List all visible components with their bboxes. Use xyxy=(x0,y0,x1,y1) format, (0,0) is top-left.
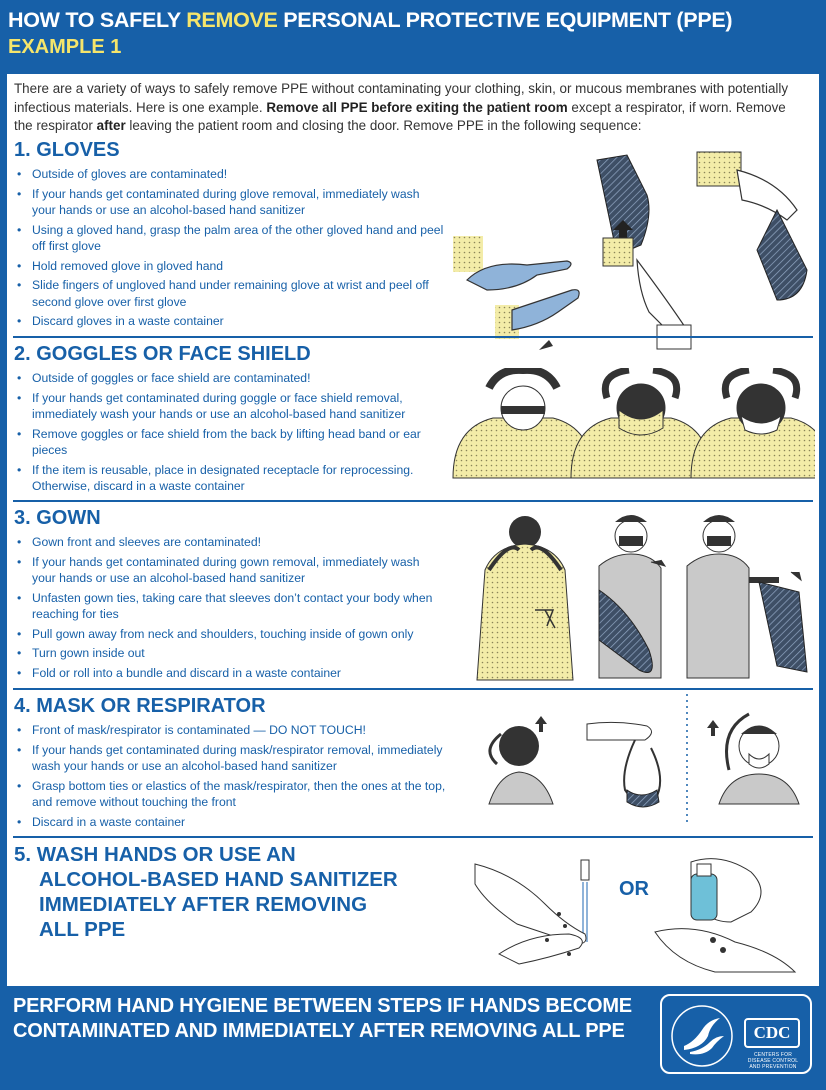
intro-paragraph: There are a variety of ways to safely remove PPE without contaminating your clothing, skin, or mucous membranes with potentially infectious materials. Here is one example. Remove all PPE before exiting the patient room except a respirator, if worn. Remove the respirator after leaving the patient room and closing the door. Remove PPE in the following sequence: xyxy=(14,81,789,133)
discarded-glove xyxy=(757,210,807,300)
gloved-hand-lower xyxy=(512,290,579,330)
list-item: • Pull gown away from neck and shoulders, touching inside of gown only xyxy=(16,626,446,643)
or-label: OR xyxy=(619,878,649,900)
title-highlight: REMOVE xyxy=(186,8,278,32)
page-subtitle: EXAMPLE 1 xyxy=(8,36,122,58)
bullet-list xyxy=(16,534,446,684)
bare-hand xyxy=(737,170,797,220)
glove-removal-illustration xyxy=(447,150,817,350)
section-wash-hands xyxy=(7,842,819,982)
list-item: • If the item is reusable, place in designated receptacle for reprocessing. Otherwise, discard in a waste container xyxy=(16,462,446,495)
figure-removing-respirator xyxy=(707,714,799,804)
list-item: • Discard gloves in a waste container xyxy=(16,313,446,330)
list-item: • Unfasten gown ties, taking care that sleeves don’t contact your body when reaching for ties xyxy=(16,590,446,623)
mask-removal-illustration xyxy=(469,694,815,832)
list-item: • Fold or roll into a bundle and discard in a waste container xyxy=(16,665,446,682)
list-item: • Slide fingers of ungloved hand under remaining glove at wrist and peel off second glove over first glove xyxy=(16,277,446,310)
gown-removal-illustration xyxy=(475,510,809,682)
header xyxy=(8,6,818,70)
list-item: • Gown front and sleeves are contaminated! xyxy=(16,534,446,551)
figure-pulling-gown xyxy=(599,515,665,678)
hhs-seal-icon xyxy=(668,1002,738,1070)
section-divider xyxy=(13,500,813,502)
sleeve-cuff xyxy=(453,236,483,272)
sleeve-cuff xyxy=(697,152,741,186)
list-item: • Front of mask/respirator is contaminated — DO NOT TOUCH! xyxy=(16,722,446,739)
section-title: 1. GLOVES xyxy=(14,139,120,161)
bullet-list xyxy=(16,722,446,833)
page-title: HOW TO SAFELY REMOVE PERSONAL PROTECTIVE EQUIPMENT (PPE) xyxy=(8,8,733,32)
bullet-list xyxy=(16,370,446,498)
list-item: • Discard in a waste container xyxy=(16,814,446,831)
section-mask xyxy=(7,694,819,834)
section-divider xyxy=(13,836,813,838)
hand-sanitizer-illustration xyxy=(651,852,811,976)
list-item: • Outside of goggles or face shield are contaminated! xyxy=(16,370,446,387)
wash-title-line-3: IMMEDIATELY AFTER REMOVING xyxy=(39,893,368,916)
section-title: 2. GOGGLES OR FACE SHIELD xyxy=(14,343,311,365)
list-item: • Hold removed glove in gloved hand xyxy=(16,258,446,275)
sleeve-cuff xyxy=(603,238,633,266)
section-gloves xyxy=(7,138,819,338)
section-divider xyxy=(13,688,813,690)
goggle-removal-illustration xyxy=(449,368,815,480)
section-divider xyxy=(13,336,813,338)
wash-title-line-4: ALL PPE xyxy=(39,918,126,941)
figure-2 xyxy=(571,370,711,478)
figure-removing-mask xyxy=(489,716,553,804)
footer-message: PERFORM HAND HYGIENE BETWEEN STEPS IF HANDS BECOME CONTAMINATED AND IMMEDIATELY AFTER REMOVING ALL PPE xyxy=(13,995,632,1042)
list-item: • If your hands get contaminated during mask/respirator removal, immediately wash your hands or use an alcohol-based hand sanitizer xyxy=(16,742,446,775)
content-panel xyxy=(7,74,819,986)
list-item: • Grasp bottom ties or elastics of the mask/respirator, then the ones at the top, and remove without touching the front xyxy=(16,778,446,811)
section-gown xyxy=(7,506,819,686)
bullet-list xyxy=(16,166,446,333)
list-item: • If your hands get contaminated during glove removal, immediately wash your hands or use an alcohol-based hand sanitizer xyxy=(16,186,446,219)
wash-title-line-2: ALCOHOL-BASED HAND SANITIZER xyxy=(39,868,398,891)
figure-holding-gown xyxy=(687,515,807,678)
figure-3 xyxy=(691,370,815,478)
list-item: • Using a gloved hand, grasp the palm area of the other gloved hand and peel off first glove xyxy=(16,222,446,255)
list-item: • Outside of gloves are contaminated! xyxy=(16,166,446,183)
section-title: 3. GOWN xyxy=(14,507,101,529)
cdc-logo: CDC xyxy=(744,1018,800,1048)
list-item: • Turn gown inside out xyxy=(16,645,446,662)
list-item: • If your hands get contaminated during goggle or face shield removal, immediately wash your hands or use an alcohol-based hand sanitizer xyxy=(16,390,446,423)
handwashing-illustration xyxy=(469,844,609,976)
logo-box xyxy=(660,994,812,1074)
wash-title-line-1: 5. WASH HANDS OR USE AN xyxy=(14,843,296,866)
hand-holding-mask xyxy=(587,722,660,807)
section-title: 4. MASK OR RESPIRATOR xyxy=(14,695,266,717)
figure-back-view xyxy=(477,516,573,680)
section-goggles xyxy=(7,342,819,498)
list-item: • Remove goggles or face shield from the back by lifting head band or ear pieces xyxy=(16,426,446,459)
list-item: • If your hands get contaminated during gown removal, immediately wash your hands or use an alcohol-based hand sanitizer xyxy=(16,554,446,587)
cdc-logo-subtitle: CENTERS FOR DISEASE CONTROL AND PREVENTION xyxy=(747,1052,799,1070)
